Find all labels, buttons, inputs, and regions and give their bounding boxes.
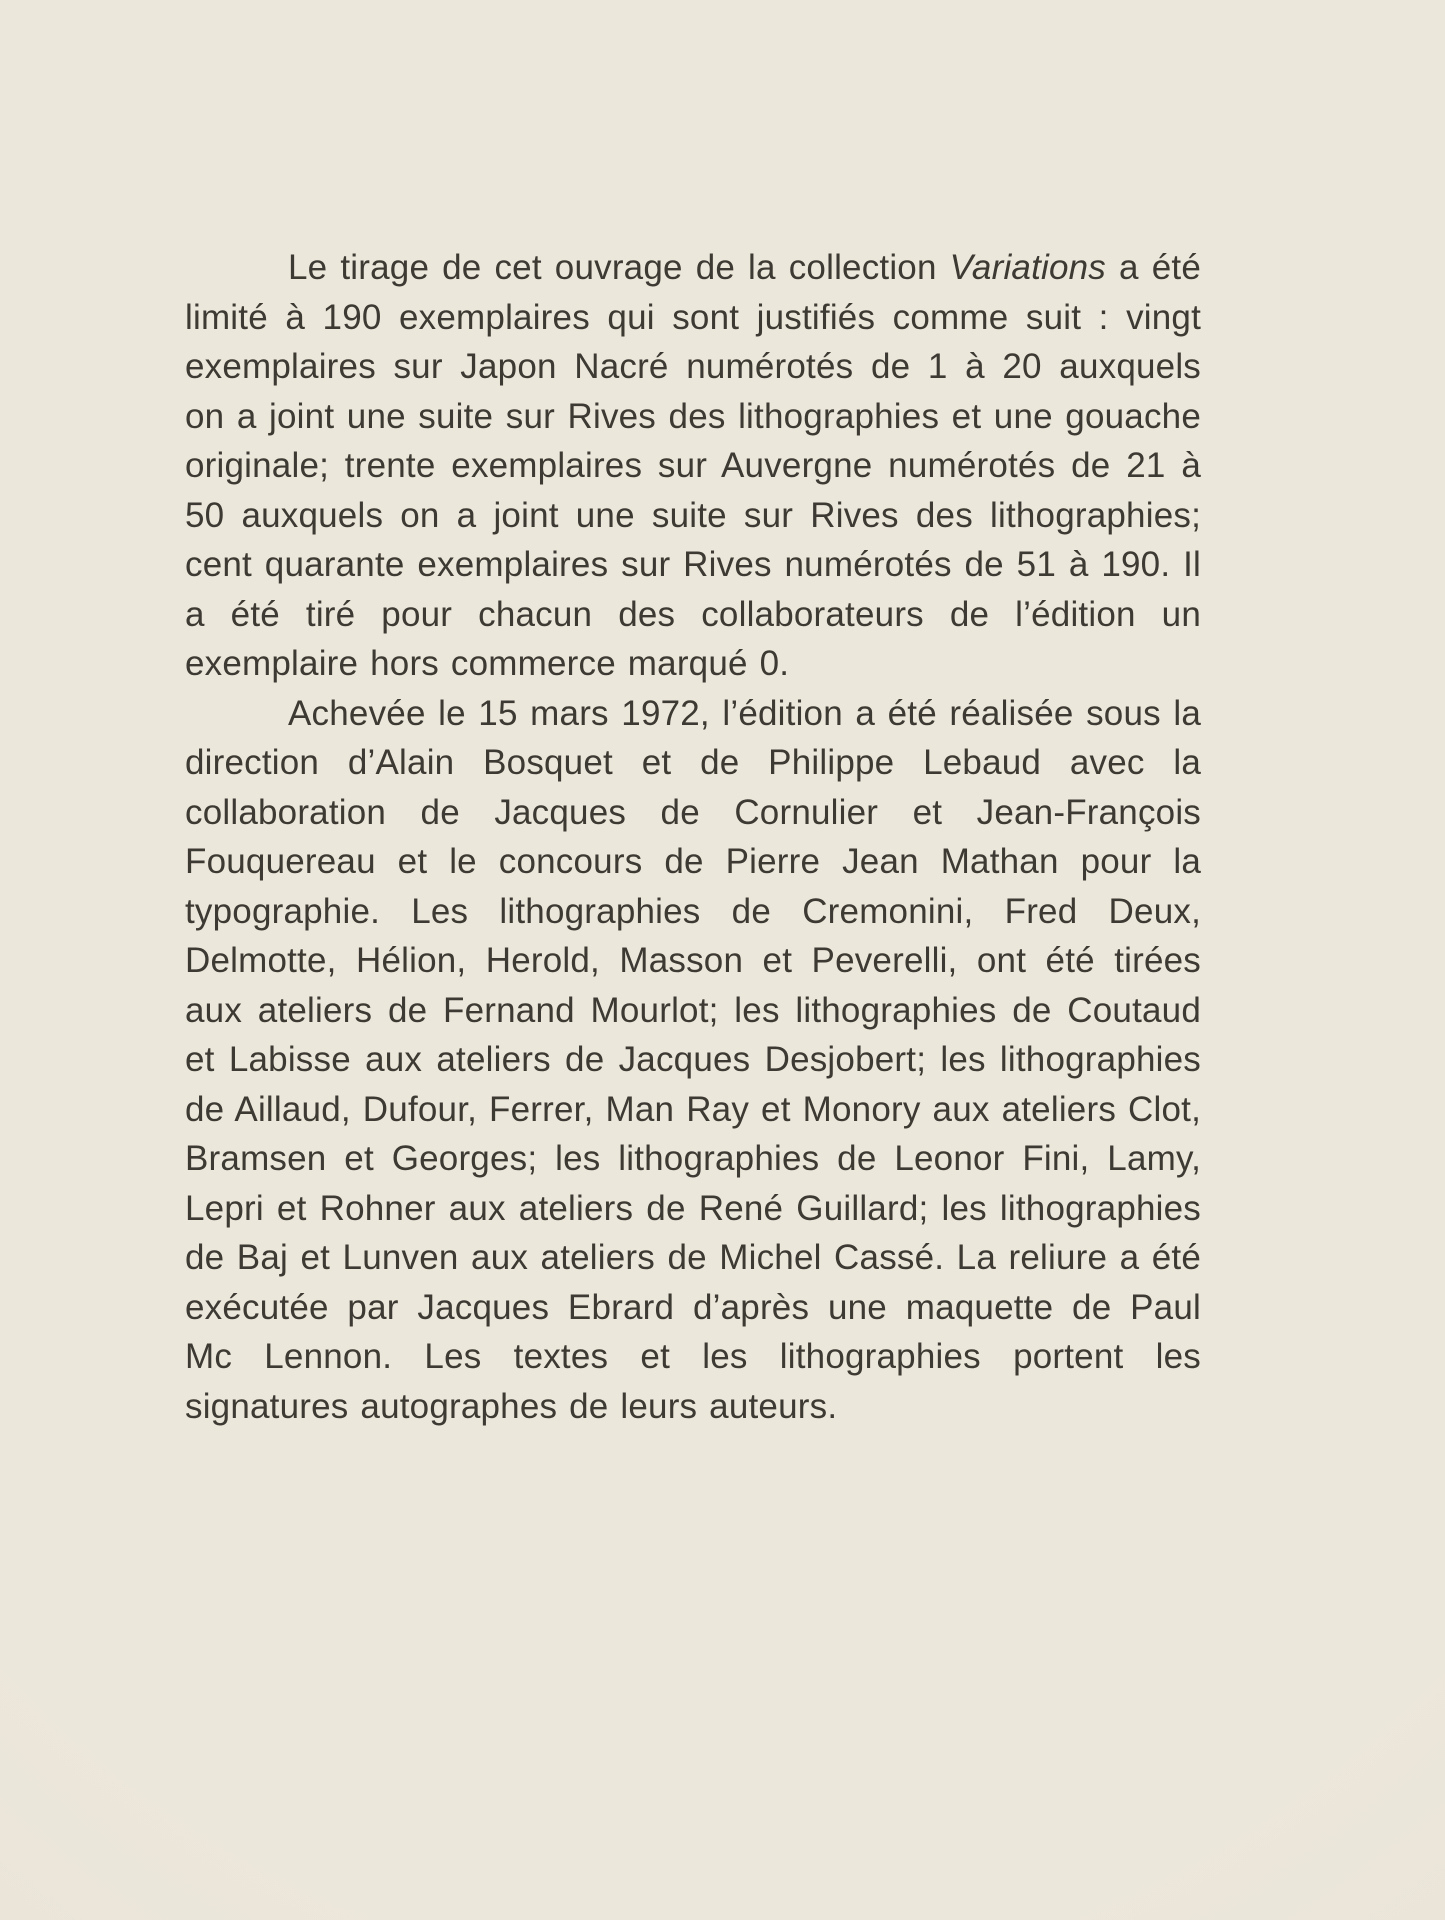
paragraph-print-run-text-before: Le tirage de cet ouvrage de la collection	[288, 248, 950, 287]
paragraph-edition-credits: Achevée le 15 mars 1972, l’édition a été réalisée sous la direction d’Alain Bosquet et de Philippe Lebaud avec la collaboration de Jacques de Cornulier et Jean-François Fouquereau et le concours de Pierre Jean Mathan pour la typographie. Les lithographies de Cremonini, Fred Deux, Delmotte, Hélion, Herold, Masson et Peverelli, ont été tirées aux ateliers de Fernand Mourlot; les lithographies de Coutaud et Labisse aux ateliers de Jacques Desjobert; les lithographies de Aillaud, Dufour, Ferrer, Man Ray et Monory aux ateliers Clot, Bramsen et Georges; les lithographies de Leonor Fini, Lamy, Lepri et Rohner aux ateliers de René Guillard; les lithographies de Baj et Lunven aux ateliers de Michel Cassé. La reliure a été exécutée par Jacques Ebrard d’après une maquette de Paul Mc Lennon. Les textes et les lithographies portent les signatures autographes de leurs auteurs.	[185, 693, 1201, 1426]
paragraph-print-run-text-after: a été limité à 190 exemplaires qui sont justifiés comme suit : vingt exemplaires sur Japon Nacré numérotés de 1 à 20 auxquels on a joint une suite sur Rives des lithographies et une gouache originale; trente exemplaires sur Auvergne numérotés de 21 à 50 auxquels on a joint une suite sur Rives des lithographies; cent quarante exemplaires sur Rives numérotés de 51 à 190. Il a été tiré pour chacun des collaborateurs de l’édition un exemplaire hors commerce marqué 0.	[185, 248, 1201, 683]
paragraph-print-run	[185, 243, 1201, 689]
collection-title-italic: Variations	[949, 248, 1107, 287]
colophon-text-block	[185, 243, 1201, 1431]
